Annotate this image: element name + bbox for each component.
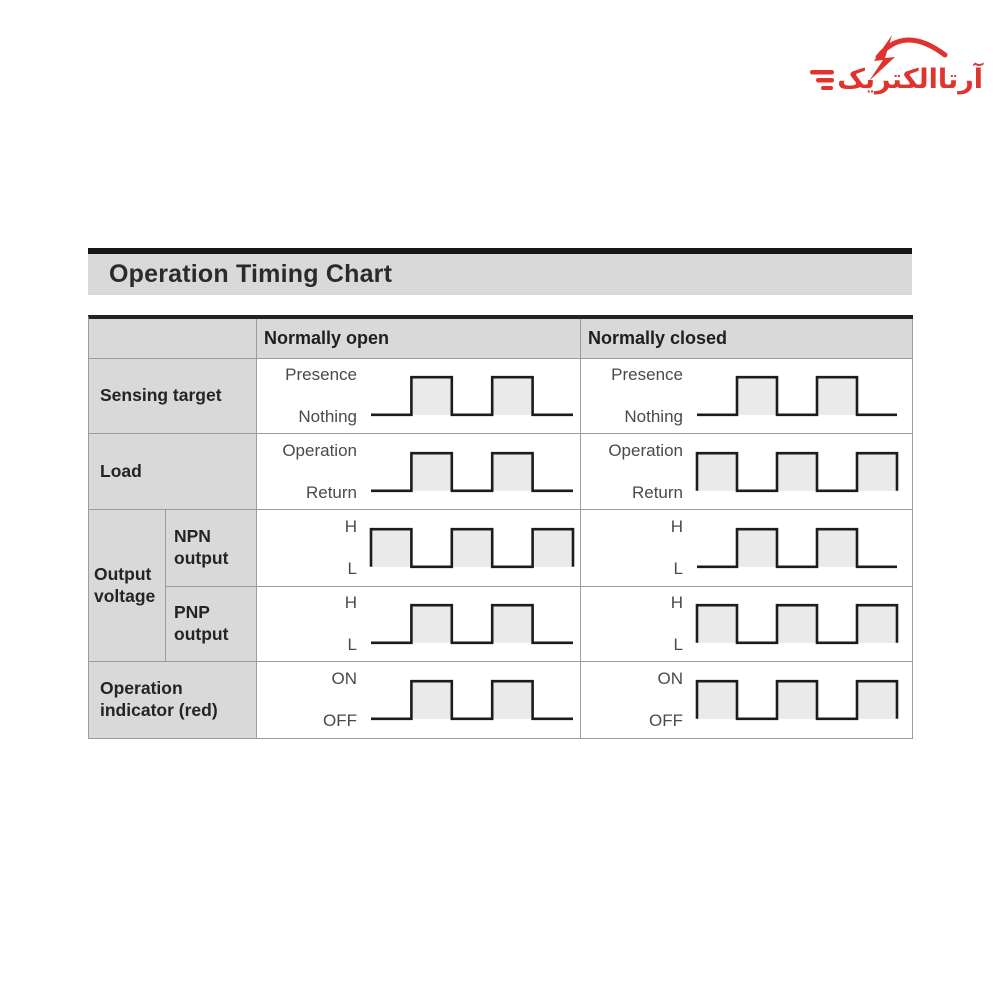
timing-cell-sensing-target-normally-closed xyxy=(581,359,913,434)
waveform-operation-indicator-normally-closed xyxy=(695,679,899,721)
waveform-low-label: OFF xyxy=(649,711,683,730)
waveform-sensing-target-normally-closed xyxy=(695,375,899,417)
waveform-low-label: L xyxy=(673,635,683,654)
waveform-low-label: Return xyxy=(631,482,683,502)
waveform-labels xyxy=(581,440,695,504)
logo-brand-text: آرتاالکتریک xyxy=(837,64,983,95)
waveform-load-normally-open xyxy=(369,451,575,493)
timing-cell-sensing-target-normally-open xyxy=(257,359,581,434)
row-label-pnp-output: PNP output xyxy=(166,587,257,662)
waveform-high-label: Operation xyxy=(282,440,357,460)
arta-electric-logo-graphic xyxy=(808,26,986,100)
logo-speed-lines xyxy=(810,70,834,90)
waveform-high-label: ON xyxy=(657,669,683,688)
waveform-low-label: L xyxy=(673,559,683,578)
section-title-bar xyxy=(88,248,912,295)
waveform-high-label: H xyxy=(344,517,357,536)
timing-cell-npn-output-normally-closed xyxy=(581,510,913,587)
waveform-pnp-output-normally-closed xyxy=(695,603,899,645)
header-normally-closed: Normally closed xyxy=(581,319,913,359)
timing-cell-load-normally-open xyxy=(257,434,581,510)
row-label-npn-output: NPN output xyxy=(166,510,257,587)
waveform-npn-output-normally-closed xyxy=(695,527,899,569)
waveform-sensing-target-normally-open xyxy=(369,375,575,417)
operation-timing-table xyxy=(88,315,913,739)
waveform-labels xyxy=(257,592,369,656)
waveform-low-label: L xyxy=(347,559,357,578)
waveform-low-label: OFF xyxy=(323,711,357,730)
timing-cell-operation-indicator-normally-open xyxy=(257,662,581,739)
waveform-labels xyxy=(257,516,369,580)
waveform-operation-indicator-normally-open xyxy=(369,679,575,721)
waveform-high-label: Presence xyxy=(285,365,357,384)
waveform-pnp-output-normally-open xyxy=(369,603,575,645)
waveform-labels xyxy=(257,440,369,504)
waveform-npn-output-normally-open xyxy=(369,527,575,569)
row-label-sensing-target: Sensing target xyxy=(89,359,257,434)
row-label-load: Load xyxy=(89,434,257,510)
waveform-labels xyxy=(581,592,695,656)
waveform-high-label: Operation xyxy=(608,440,683,460)
waveform-load-normally-closed xyxy=(695,451,899,493)
timing-cell-load-normally-closed xyxy=(581,434,913,510)
waveform-labels xyxy=(257,668,369,732)
waveform-labels xyxy=(581,516,695,580)
timing-cell-pnp-output-normally-closed xyxy=(581,587,913,662)
header-normally-open: Normally open xyxy=(257,319,581,359)
row-label-operation-indicator: Operation indicator (red) xyxy=(89,662,257,739)
waveform-labels xyxy=(257,364,369,428)
waveform-high-label: H xyxy=(344,593,357,612)
waveform-low-label: Nothing xyxy=(624,407,683,426)
waveform-labels xyxy=(581,668,695,732)
waveform-low-label: Return xyxy=(305,482,357,502)
page-title: Operation Timing Chart xyxy=(109,260,393,288)
waveform-high-label: H xyxy=(670,593,683,612)
timing-cell-operation-indicator-normally-closed xyxy=(581,662,913,739)
timing-cell-pnp-output-normally-open xyxy=(257,587,581,662)
waveform-low-label: L xyxy=(347,635,357,654)
row-group-label-output-voltage: Output voltage xyxy=(89,510,166,662)
corner-header-cell xyxy=(89,319,257,359)
waveform-labels xyxy=(581,364,695,428)
waveform-high-label: H xyxy=(670,517,683,536)
waveform-low-label: Nothing xyxy=(298,407,357,426)
waveform-high-label: ON xyxy=(331,669,357,688)
arta-electric-logo xyxy=(808,26,986,100)
waveform-high-label: Presence xyxy=(611,365,683,384)
timing-cell-npn-output-normally-open xyxy=(257,510,581,587)
